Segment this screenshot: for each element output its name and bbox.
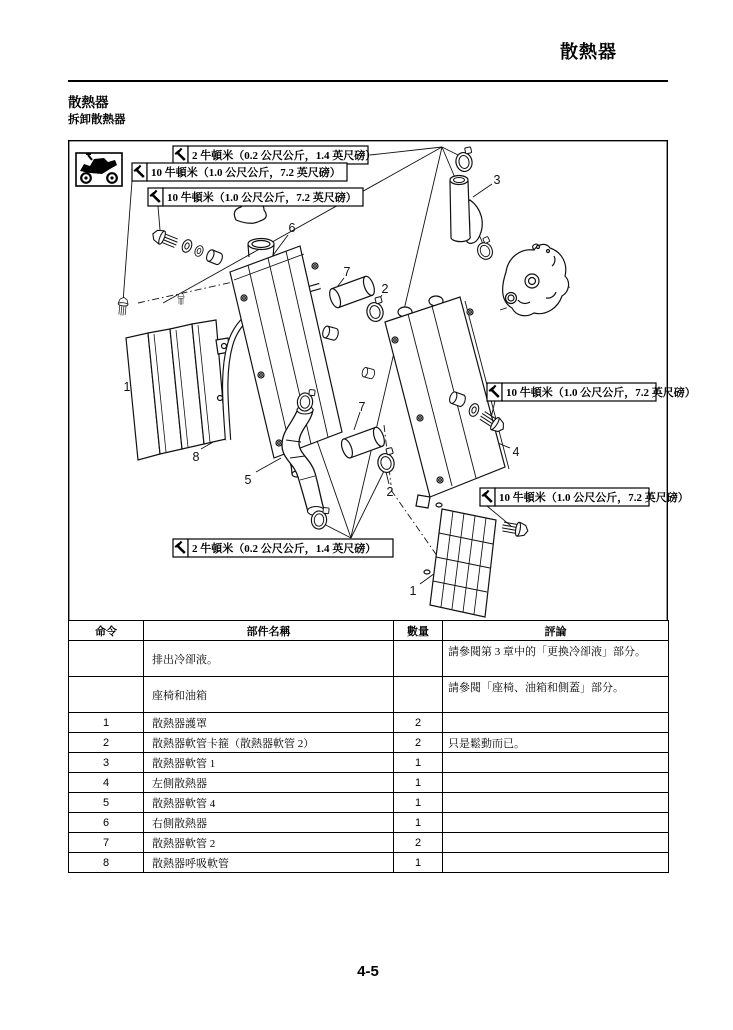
torque-label [173,146,376,164]
mount-bolt-assembly [117,227,224,316]
section-title: 散熱器 [68,95,109,110]
qty-cell: 1 [394,853,443,873]
torque-text: 10 牛頓米（1.0 公尺公斤，7.2 英尺磅） [167,192,357,204]
torque-label [132,163,347,181]
qty-cell: 2 [394,733,443,753]
part-cell: 散熱器軟管 4 [144,793,394,813]
page-number: 4-5 [357,963,379,980]
torque-text: 10 牛頓米（1.0 公尺公斤，7.2 英尺磅） [499,492,689,504]
order-cell: 2 [69,733,144,753]
remark-cell: 只是鬆動而已。 [443,733,669,753]
table-row [69,813,669,833]
header-rule [68,80,668,82]
hose-clamp [453,147,475,173]
col-header-order: 命令 [69,621,144,641]
callout-number: 1 [409,584,417,598]
order-cell: 7 [69,833,144,853]
callout-number: 2 [381,282,389,296]
radiator-guard-left [123,320,230,460]
wrench-icon [173,146,188,164]
hose-3 [450,147,496,262]
callout-number: 4 [512,445,520,459]
table-header-row [69,621,669,641]
guard-screw [117,297,129,316]
qty-cell: 1 [394,773,443,793]
remark-cell [443,833,669,853]
table-row [69,833,669,853]
table-row [69,793,669,813]
order-cell [69,641,144,677]
remark-cell: 請參閱「座椅、油箱和側蓋」部分。 [443,677,669,713]
torque-label [480,488,689,506]
callout-number: 6 [288,221,296,235]
part-cell: 左側散熱器 [144,773,394,793]
table-row [69,773,669,793]
table-row [69,641,669,677]
qty-cell: 2 [394,833,443,853]
left-radiator [385,296,509,508]
torque-label [148,188,363,206]
torque-text: 2 牛頓米（0.2 公尺公斤，1.4 英尺磅） [192,543,377,555]
callout-number: 8 [192,450,200,464]
order-cell: 3 [69,753,144,773]
remark-cell [443,753,669,773]
motorcycle-icon [76,153,122,186]
qty-cell [394,641,443,677]
hose-clamp [364,297,387,324]
qty-cell: 1 [394,753,443,773]
qty-cell [394,677,443,713]
callout-number: 2 [386,485,394,499]
col-header-remarks: 評論 [443,621,669,641]
table-row [69,713,669,733]
part-cell: 散熱器護罩 [144,713,394,733]
order-cell: 1 [69,713,144,733]
table-row [69,853,669,873]
wrench-icon [132,163,147,181]
wrench-icon [487,383,502,401]
subsection-title: 拆卸散熱器 [68,114,126,126]
part-cell: 散熱器軟管 1 [144,753,394,773]
torque-label [487,383,696,401]
hose-clamp [375,448,398,475]
order-cell: 6 [69,813,144,833]
radiator-grille [424,503,496,617]
exploded-diagram [68,140,708,620]
callout-number: 7 [358,400,366,414]
part-cell: 座椅和油箱 [144,677,394,713]
col-header-qty: 數量 [394,621,443,641]
torque-text: 10 牛頓米（1.0 公尺公斤，7.2 英尺磅） [151,167,341,179]
part-cell: 散熱器軟管卡箍（散熱器軟管 2） [144,733,394,753]
order-cell: 4 [69,773,144,793]
col-header-part: 部件名稱 [144,621,394,641]
qty-cell: 1 [394,793,443,813]
remark-cell [443,773,669,793]
wrench-icon [480,488,495,506]
qty-cell: 1 [394,813,443,833]
qty-cell: 2 [394,713,443,733]
part-cell: 右側散熱器 [144,813,394,833]
order-cell [69,677,144,713]
hose-7-lower [339,426,397,474]
parts-table [68,620,669,873]
callout-number: 3 [493,173,501,187]
callout-number: 5 [244,473,252,487]
water-pump-housing [503,243,569,315]
torque-text: 2 牛頓米（0.2 公尺公斤，1.4 英尺磅） [192,150,377,162]
hose-7-upper [327,275,386,323]
tiny-screw [178,293,184,305]
remark-cell [443,813,669,833]
remark-cell: 請參閱第 3 章中的「更換冷卻液」部分。 [443,641,669,677]
remark-cell [443,793,669,813]
remark-cell [443,713,669,733]
table-row [69,753,669,773]
order-cell: 8 [69,853,144,873]
table-row [69,677,669,713]
callout-number: 1 [123,380,131,394]
torque-text: 10 牛頓米（1.0 公尺公斤，7.2 英尺磅） [506,387,696,399]
part-cell: 排出冷卻液。 [144,641,394,677]
order-cell: 5 [69,793,144,813]
callout-number: 7 [343,265,351,279]
wrench-icon [173,539,188,557]
torque-label [173,539,393,557]
remark-cell [443,853,669,873]
page-header-title: 散熱器 [560,42,617,62]
part-cell: 散熱器呼吸軟管 [144,853,394,873]
part-cell: 散熱器軟管 2 [144,833,394,853]
wrench-icon [148,188,163,206]
table-row [69,733,669,753]
